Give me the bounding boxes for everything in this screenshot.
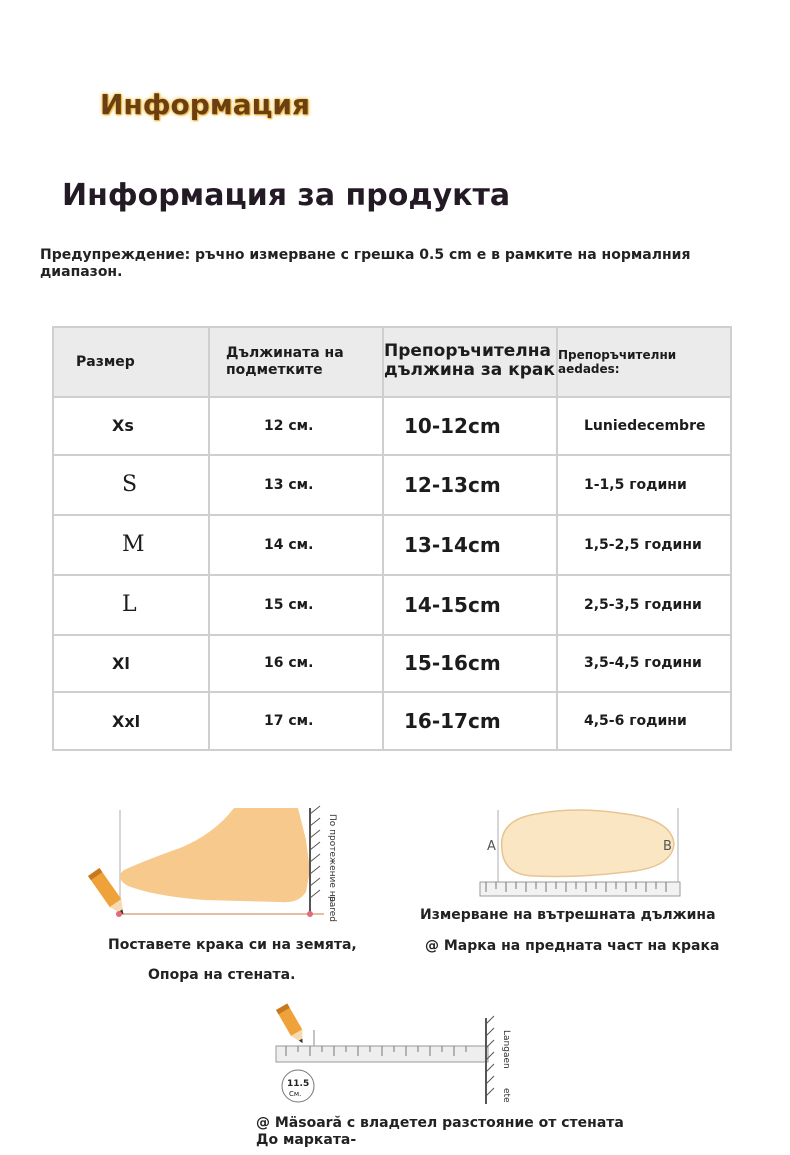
cell-age: 1,5-2,5 години — [557, 515, 731, 575]
table-row — [53, 692, 731, 750]
table-header-row — [53, 327, 731, 397]
cell-sole-length: 13 см. — [209, 455, 383, 515]
table-row — [53, 575, 731, 635]
table-row — [53, 635, 731, 693]
header-size: Размер — [53, 327, 209, 397]
ruler-label: Langaen — [501, 1030, 511, 1069]
cell-size: L — [53, 575, 209, 635]
cell-sole-length: 12 см. — [209, 397, 383, 455]
cell-age: 3,5-4,5 години — [557, 635, 731, 693]
cell-foot-length: 13-14cm — [383, 515, 557, 575]
header-age: Препоръчителни aedades: — [557, 327, 731, 397]
page-title: Информация за продукта — [62, 178, 511, 213]
cell-foot-length: 12-13cm — [383, 455, 557, 515]
cell-foot-length: 14-15cm — [383, 575, 557, 635]
table-row — [53, 397, 731, 455]
pencil-icon — [276, 1004, 308, 1047]
cell-size: Xxl — [53, 692, 209, 750]
ruler-unit: См. — [289, 1090, 302, 1098]
table-row — [53, 455, 731, 515]
header-sole-length: Дължината на подметките — [209, 327, 383, 397]
cell-foot-length: 10-12cm — [383, 397, 557, 455]
ruler-measurement-diagram — [262, 1000, 522, 1110]
cell-foot-length: 16-17cm — [383, 692, 557, 750]
step2-caption-line1: Измерване на вътрешната дължина — [420, 907, 716, 923]
cell-sole-length: 14 см. — [209, 515, 383, 575]
cell-age: 4,5-6 години — [557, 692, 731, 750]
cell-sole-length: 15 см. — [209, 575, 383, 635]
size-chart-table — [52, 326, 732, 751]
table-row — [53, 515, 731, 575]
insole-point-a: A — [487, 839, 496, 854]
ruler-label-2: ete — [501, 1088, 511, 1103]
cell-age: 1-1,5 години — [557, 455, 731, 515]
ruler-reading: 11.5 — [287, 1079, 310, 1089]
step1-caption-line2: Опора на стената. — [148, 967, 296, 983]
cell-foot-length: 15-16cm — [383, 635, 557, 693]
cell-sole-length: 16 см. — [209, 635, 383, 693]
cell-size: M — [53, 515, 209, 575]
insole-illustration — [502, 810, 674, 877]
cell-age: 2,5-3,5 години — [557, 575, 731, 635]
insole-diagram — [476, 800, 686, 900]
cell-sole-length: 17 см. — [209, 692, 383, 750]
wall-label: По протежение на — [327, 814, 337, 903]
step1-caption-line1: Поставете крака си на земята, — [108, 937, 357, 953]
header-foot-length: Препоръчителна дължина за крак — [383, 327, 557, 397]
cell-size: Xs — [53, 397, 209, 455]
cell-size: Xl — [53, 635, 209, 693]
step2-caption-line2: @ Марка на предната част на крака — [425, 938, 720, 954]
wall-label-bottom: pared — [327, 896, 337, 922]
foot-against-wall-diagram — [84, 800, 364, 925]
section-banner: Информация — [100, 88, 310, 121]
ruler-icon — [480, 882, 680, 896]
wall-icon — [310, 806, 320, 914]
cell-age: Luniedecembre — [557, 397, 731, 455]
insole-point-b: B — [663, 839, 672, 854]
step3-caption-line2: До марката- — [256, 1132, 357, 1148]
foot-illustration — [120, 808, 310, 902]
measurement-warning: Предупреждение: ръчно измерване с грешка 0.5 cm е в рамките на нормалния диапазон. — [40, 247, 691, 280]
step3-caption-line1: @ Mäsoară с владетел разстояние от стената — [256, 1115, 624, 1131]
cell-size: S — [53, 455, 209, 515]
